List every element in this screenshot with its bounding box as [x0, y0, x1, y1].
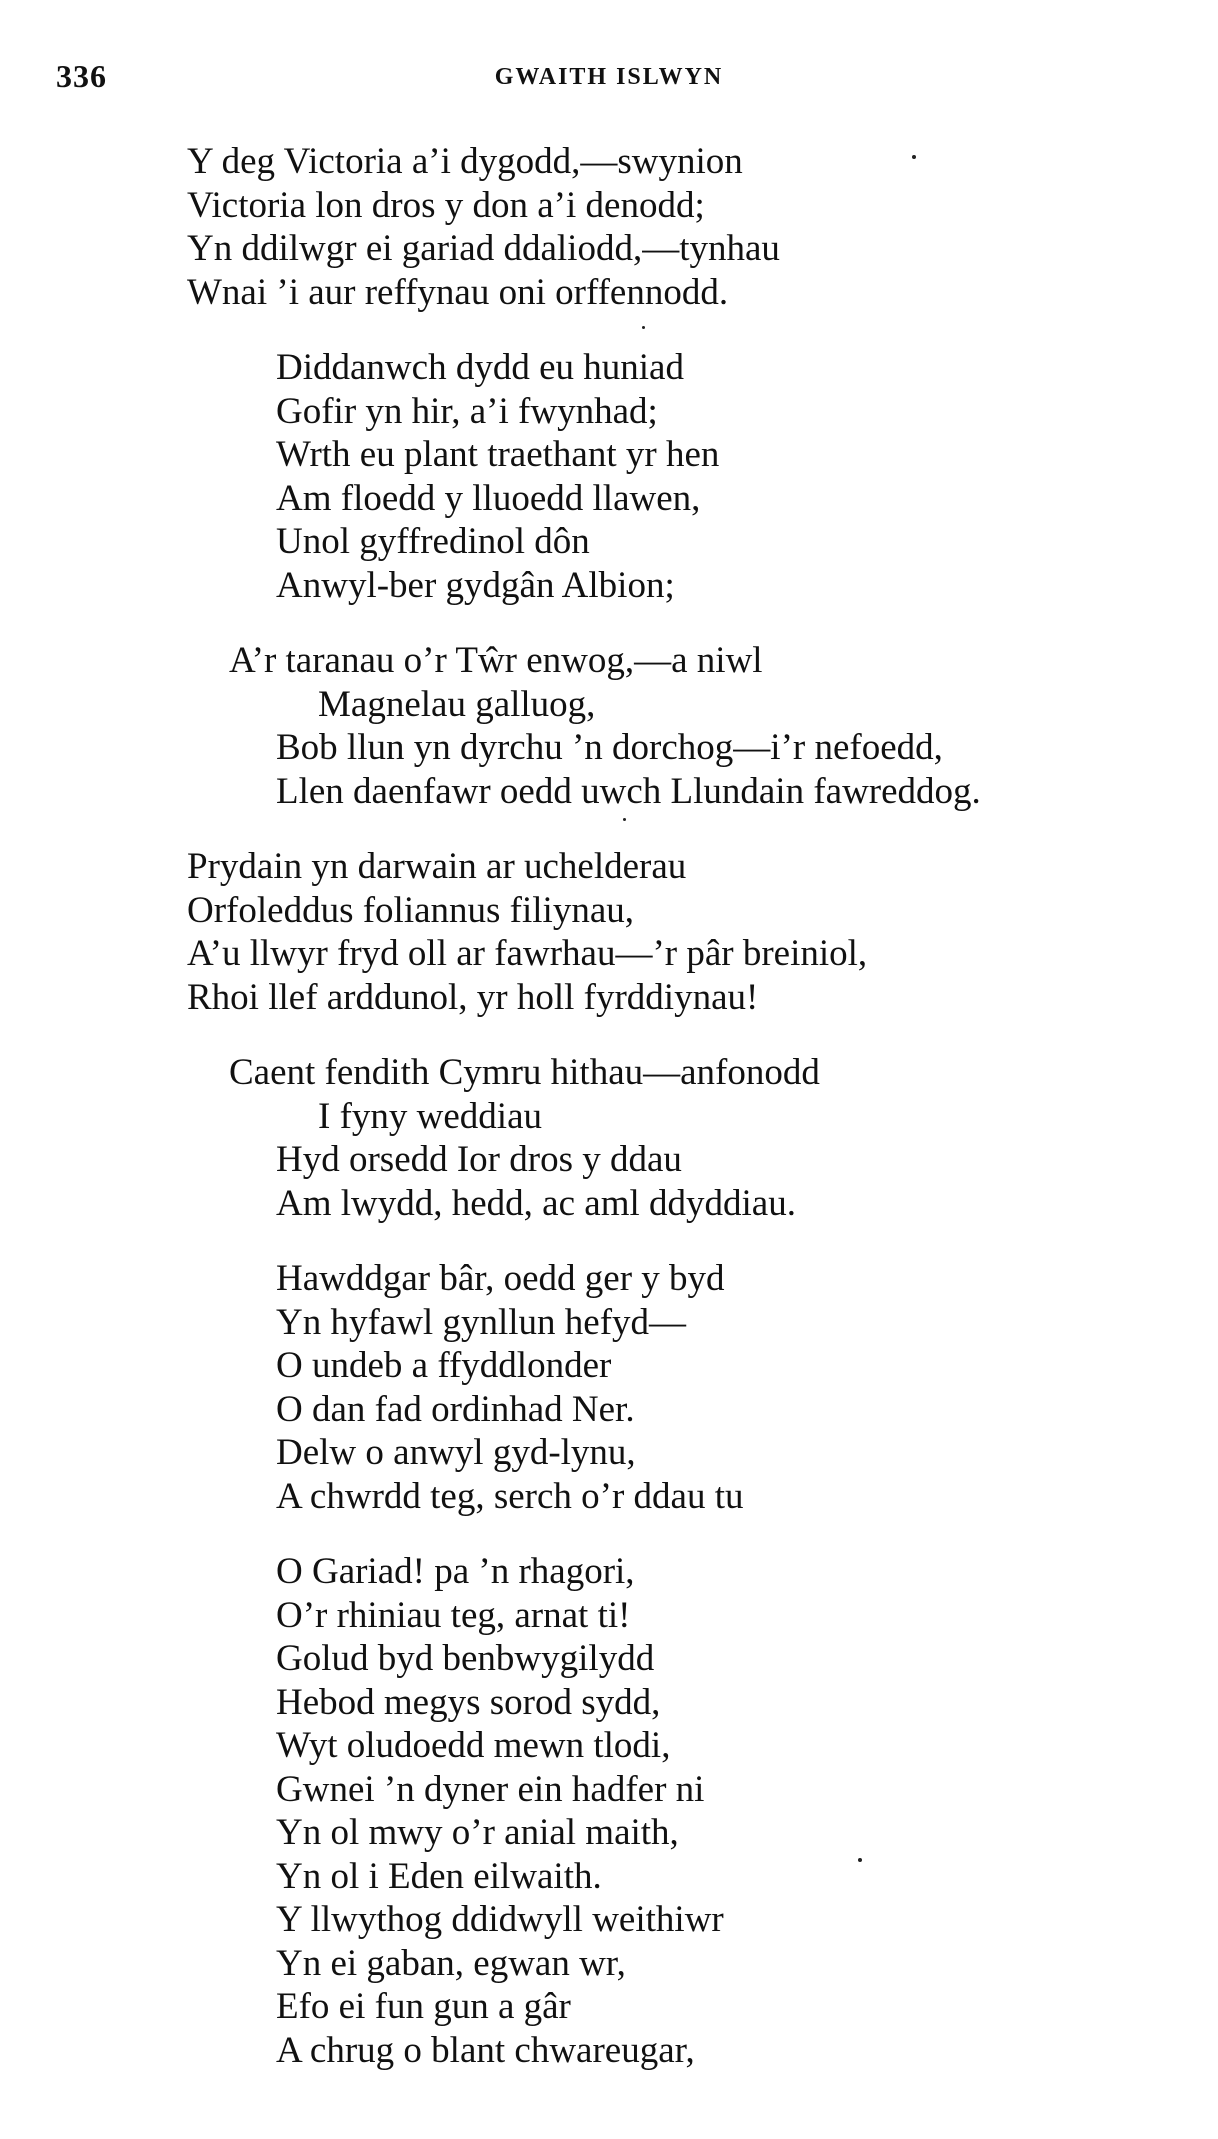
- poem-line: Wrth eu plant traethant yr hen: [276, 434, 720, 475]
- poem-line: Y llwythog ddidwyll weithiwr: [276, 1899, 724, 1940]
- poem-line: Orfoleddus foliannus filiynau,: [187, 889, 634, 931]
- poem-line: Yn ei gaban, egwan wr,: [276, 1942, 626, 1984]
- poem-line: Hawddgar bâr, oedd ger y byd: [276, 1258, 725, 1299]
- poem-line: Gofir yn hir, a’i fwynhad;: [276, 390, 658, 432]
- page-number: 336: [56, 58, 107, 94]
- poem-line: Magnelau galluog,: [318, 683, 596, 725]
- poem-line: Prydain yn darwain ar uchelderau: [187, 846, 687, 887]
- print-speck: [642, 326, 645, 329]
- stanza-6: [0, 1257, 1218, 1518]
- poem-line: Bob llun yn dyrchu ’n dorchog—i’r nefoedd,: [276, 727, 943, 768]
- running-head: [56, 58, 1162, 98]
- stanza-2: [0, 346, 1218, 607]
- poem-line: O Gariad! pa ’n rhagori,: [276, 1551, 635, 1592]
- poem-line: O’r rhiniau teg, arnat ti!: [276, 1594, 631, 1636]
- poem-line: Yn hyfawl gynllun hefyd—: [276, 1301, 687, 1343]
- poem-line: I fyny weddiau: [318, 1095, 542, 1137]
- poem-line: A chrug o blant chwareugar,: [276, 2029, 695, 2071]
- poem-line: Anwyl-ber gydgân Albion;: [276, 564, 675, 606]
- stanza-3: [0, 639, 1218, 813]
- poem-line: A’r taranau o’r Tŵr enwog,—a niwl: [229, 640, 763, 681]
- poem-line: A’u llwyr fryd oll ar fawrhau—’r pâr breiniol,: [187, 933, 868, 974]
- poem-line: A chwrdd teg, serch o’r ddau tu: [276, 1475, 744, 1517]
- poem-line: Hyd orsedd Ior dros y ddau: [276, 1139, 682, 1180]
- poem-line: Wyt oludoedd mewn tlodi,: [276, 1725, 671, 1766]
- poem-line: O undeb a ffyddlonder: [276, 1345, 612, 1386]
- poem-line: Yn ol i Eden eilwaith.: [276, 1855, 602, 1897]
- poem-line: Gwnei ’n dyner ein hadfer ni: [276, 1768, 705, 1810]
- poem-line: Diddanwch dydd eu huniad: [276, 347, 684, 388]
- poem-line: Llen daenfawr oedd uwch Llundain fawreddog.: [276, 770, 981, 812]
- poem-line: Hebod megys sorod sydd,: [276, 1681, 661, 1723]
- poem-body: [0, 140, 1218, 2072]
- poem-line: Am lwydd, hedd, ac aml ddyddiau.: [276, 1182, 796, 1224]
- poem-line: O dan fad ordinhad Ner.: [276, 1388, 635, 1430]
- print-speck: [858, 1858, 862, 1862]
- poem-line: Unol gyffredinol dôn: [276, 521, 590, 562]
- print-speck: [623, 818, 626, 821]
- running-title: GWAITH ISLWYN: [494, 64, 724, 90]
- stanza-7: [0, 1550, 1218, 2072]
- stanza-1: [0, 140, 1218, 314]
- poem-line: Am floedd y lluoedd llawen,: [276, 477, 701, 519]
- poem-line: Wnai ’i aur reffynau oni orffennodd.: [187, 271, 729, 313]
- stanza-4: [0, 845, 1218, 1019]
- poem-line: Caent fendith Cymru hithau—anfonodd: [229, 1052, 820, 1093]
- poem-line: Delw o anwyl gyd-lynu,: [276, 1432, 636, 1473]
- poem-line: Yn ddilwgr ei gariad ddaliodd,—tynhau: [187, 228, 780, 269]
- poem-line: Rhoi llef arddunol, yr holl fyrddiynau!: [187, 976, 759, 1018]
- poem-line: Victoria lon dros y don a’i denodd;: [187, 184, 705, 226]
- stanza-5: [0, 1051, 1218, 1225]
- poem-line: Y deg Victoria a’i dygodd,—swynion: [187, 141, 743, 182]
- poem-line: Efo ei fun gun a gâr: [276, 1986, 571, 2027]
- poem-line: Golud byd benbwygilydd: [276, 1638, 655, 1679]
- print-speck: [912, 155, 916, 159]
- poem-line: Yn ol mwy o’r anial maith,: [276, 1812, 679, 1853]
